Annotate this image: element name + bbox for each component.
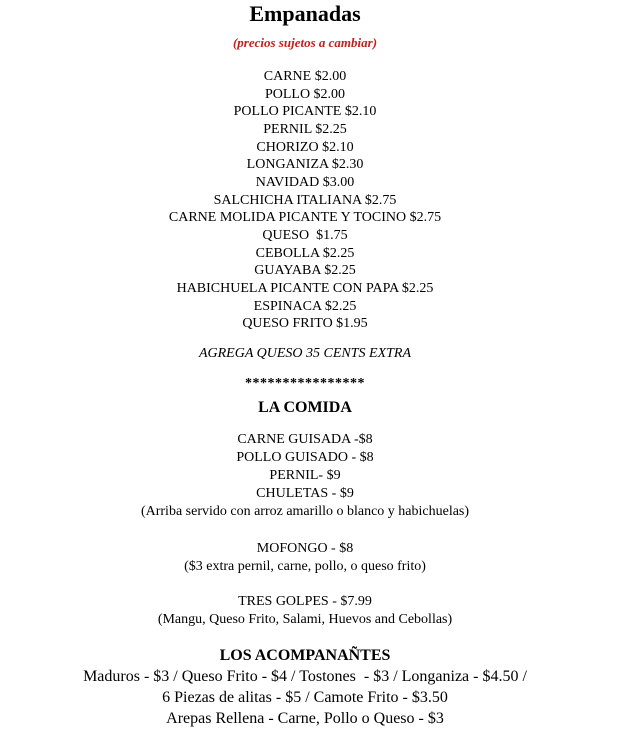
empanada-item: GUAYABA $2.25 [254, 263, 356, 279]
acompanantes-list [0, 666, 610, 729]
empanada-item: SALCHICHA ITALIANA $2.75 [213, 192, 397, 208]
tres-golpes-note: (Mangu, Queso Frito, Salami, Huevos and Cebollas) [157, 612, 453, 627]
empanadas-list [0, 68, 610, 333]
page-title: Empanadas [249, 1, 361, 26]
acompanantes-heading: LOS ACOMPANAÑTES [219, 647, 391, 664]
empanada-item: QUESO FRITO $1.95 [242, 316, 368, 332]
empanada-item: CEBOLLA $2.25 [255, 245, 355, 261]
tres-golpes-item: TRES GOLPES - $7.99 [238, 594, 372, 609]
empanada-item: CHORIZO $2.10 [256, 139, 354, 155]
mofongo-item: MOFONGO - $8 [256, 541, 354, 556]
comida-item: POLLO GUISADO - $8 [236, 450, 374, 465]
acompanante-line: Maduros - $3 / Queso Frito - $4 / Tostones - $3 / Longaniza - $4.50 / [83, 668, 527, 685]
comida-item: CHULETAS - $9 [256, 486, 354, 501]
la-comida-list [0, 431, 610, 521]
empanada-item: PERNIL $2.25 [263, 121, 347, 137]
empanada-item: CARNE $2.00 [263, 69, 347, 84]
mofongo-block [0, 540, 610, 576]
extra-cheese-note: AGREGA QUESO 35 CENTS EXTRA [198, 346, 412, 361]
empanada-item: CARNE MOLIDA PICANTE Y TOCINO $2.75 [168, 210, 442, 226]
empanada-item: ESPINACA $2.25 [253, 298, 357, 314]
empanada-item: POLLO PICANTE $2.10 [233, 104, 377, 120]
tres-golpes-block [0, 593, 610, 629]
acompanante-line: 6 Piezas de alitas - $5 / Camote Frito - $3.50 [162, 689, 448, 706]
comida-item: CARNE GUISADA -$8 [237, 432, 373, 447]
empanada-item: HABICHUELA PICANTE CON PAPA $2.25 [176, 280, 434, 296]
empanada-item: NAVIDAD $3.00 [255, 174, 355, 190]
comida-item: PERNIL- $9 [269, 468, 341, 483]
price-disclaimer: (precios sujetos a cambiar) [232, 35, 378, 50]
empanada-item: POLLO $2.00 [264, 86, 346, 102]
mofongo-note: ($3 extra pernil, carne, pollo, o queso frito) [184, 559, 426, 574]
empanada-item: LONGANIZA $2.30 [246, 157, 364, 173]
acompanante-line: Arepas Rellena - Carne, Pollo o Queso - $3 [166, 710, 444, 727]
empanada-item: QUESO $1.75 [262, 227, 348, 243]
comida-note: (Arriba servido con arroz amarillo o blanco y habichuelas) [140, 504, 470, 519]
la-comida-heading: LA COMIDA [258, 399, 352, 416]
section-separator: **************** [245, 376, 365, 391]
